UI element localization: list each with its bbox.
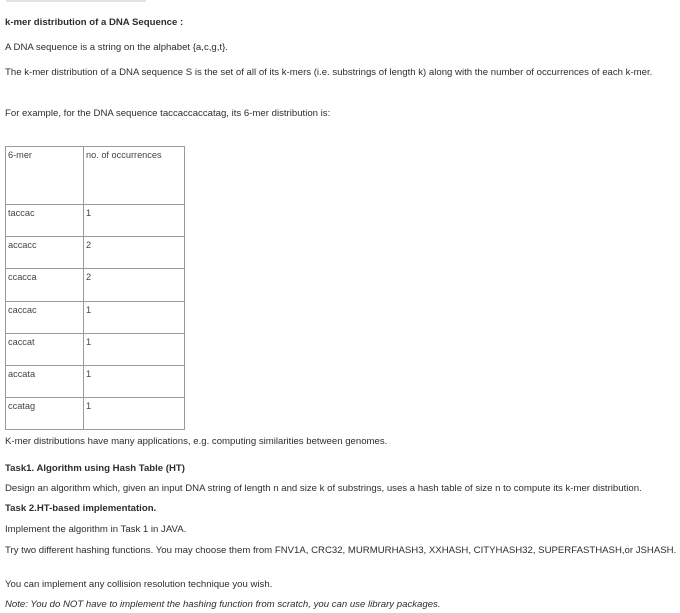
- top-divider: [6, 0, 146, 2]
- table-row: [6, 398, 185, 430]
- paragraph-example: For example, for the DNA sequence taccaccaccatag, its 6-mer distribution is:: [5, 108, 331, 119]
- table-row: [6, 269, 185, 301]
- table-cell-kmer: ccatag: [6, 398, 84, 430]
- table-header-occurrences: no. of occurrences: [84, 147, 185, 205]
- table-row: [6, 333, 185, 365]
- task2-text-implement: Implement the algorithm in Task 1 in JAVA.: [5, 524, 187, 535]
- paragraph-definition: The k-mer distribution of a DNA sequence S is the set of all of its k-mers (i.e. substrings of length k) along with the number of occurrences of each k-mer.: [5, 67, 653, 78]
- table-row: [6, 205, 185, 237]
- task2-text-hashing: Try two different hashing functions. You may choose them from FNV1A, CRC32, MURMURHASH3, XXHASH, CITYHASH32, SUPERFASTHASH,or JSHASH.: [5, 545, 677, 556]
- table-cell-kmer: caccat: [6, 333, 84, 365]
- task2-text-collision: You can implement any collision resolution technique you wish.: [5, 579, 273, 590]
- paragraph-alphabet: A DNA sequence is a string on the alphabet {a,c,g,t}.: [5, 42, 228, 53]
- table-cell-kmer: accata: [6, 365, 84, 397]
- task2-heading: Task 2.HT-based implementation.: [5, 503, 157, 514]
- table-cell-kmer: ccacca: [6, 269, 84, 301]
- table-cell-count: 1: [84, 333, 185, 365]
- table-cell-kmer: accacc: [6, 237, 84, 269]
- kmer-table: [5, 146, 185, 430]
- task2-note: Note: You do NOT have to implement the hashing function from scratch, you can use library packages.: [5, 599, 441, 610]
- table-cell-count: 1: [84, 301, 185, 333]
- table-cell-count: 1: [84, 398, 185, 430]
- table-row: [6, 365, 185, 397]
- table-cell-count: 2: [84, 269, 185, 301]
- table-row: [6, 237, 185, 269]
- table-cell-kmer: taccac: [6, 205, 84, 237]
- table-cell-kmer: caccac: [6, 301, 84, 333]
- table-header-row: [6, 147, 185, 205]
- table-header-kmer: 6-mer: [6, 147, 84, 205]
- task1-heading: Task1. Algorithm using Hash Table (HT): [5, 463, 185, 474]
- task1-text: Design an algorithm which, given an input DNA string of length n and size k of substrings, uses a hash table of size n to compute its k-mer distribution.: [5, 483, 642, 494]
- table-cell-count: 1: [84, 365, 185, 397]
- table-cell-count: 2: [84, 237, 185, 269]
- paragraph-applications: K-mer distributions have many applications, e.g. computing similarities between genomes.: [5, 436, 388, 447]
- table-cell-count: 1: [84, 205, 185, 237]
- table-row: [6, 301, 185, 333]
- page-title: k-mer distribution of a DNA Sequence :: [5, 17, 184, 28]
